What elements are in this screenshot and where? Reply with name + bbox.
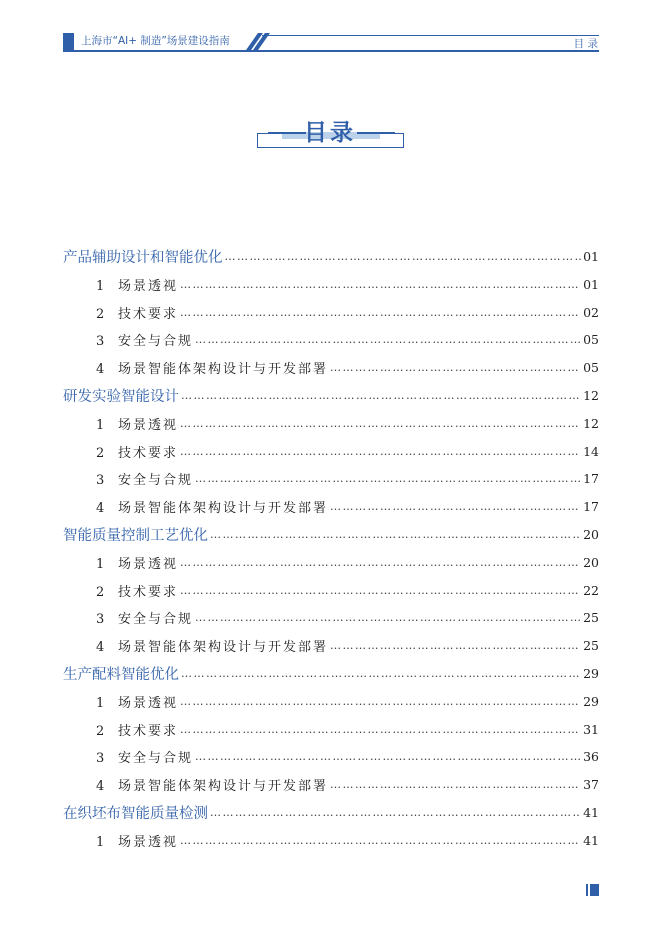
toc-entry-text: 场景智能体架构设计与开发部署 <box>118 639 329 655</box>
toc-subsection-entry[interactable] <box>63 746 599 766</box>
toc-dot-leader <box>181 385 581 405</box>
toc-entry-text: 技术要求 <box>118 306 179 322</box>
toc-subsection-entry[interactable] <box>63 329 599 349</box>
toc-page-number: 22 <box>583 582 599 598</box>
toc-subsection-entry[interactable] <box>63 635 599 655</box>
toc-entry-text: 产品辅助设计和智能优化 <box>63 249 223 266</box>
toc-entry-label <box>63 775 328 794</box>
toc-dot-leader <box>225 246 582 266</box>
toc-entry-label <box>63 524 208 545</box>
toc-entry-text: 技术要求 <box>118 723 179 739</box>
title-rule-left <box>268 132 306 134</box>
footer-block <box>590 884 599 896</box>
title-rule-right <box>357 132 395 134</box>
footer-page-number <box>586 884 588 896</box>
toc-entry-number: 4 <box>96 361 107 377</box>
toc-subsection-entry[interactable] <box>63 274 599 294</box>
toc-entry-text: 安全与合规 <box>118 750 194 766</box>
toc-entry-number: 1 <box>96 834 107 850</box>
toc-entry-label <box>63 414 178 433</box>
toc-dot-leader <box>180 302 581 322</box>
toc-entry-number: 1 <box>96 556 107 572</box>
toc-entry-text: 智能质量控制工艺优化 <box>63 527 208 544</box>
toc-entry-label <box>63 663 179 684</box>
toc-dot-leader <box>180 274 581 294</box>
toc-entry-number: 1 <box>96 695 107 711</box>
toc-entry-text: 生产配料智能优化 <box>63 666 179 683</box>
header-block <box>63 33 74 50</box>
toc-entry-text: 技术要求 <box>118 445 179 461</box>
toc-entry-label <box>63 330 193 349</box>
toc-dot-leader <box>330 357 581 377</box>
toc-subsection-entry[interactable] <box>63 496 599 516</box>
toc-entry-number: 4 <box>96 778 107 794</box>
toc-dot-leader <box>330 635 581 655</box>
toc-section-entry[interactable] <box>63 802 599 822</box>
toc-dot-leader <box>330 496 581 516</box>
toc-dot-leader <box>195 329 581 349</box>
toc-subsection-entry[interactable] <box>63 719 599 739</box>
toc-page-number: 31 <box>583 721 599 737</box>
toc-subsection-entry[interactable] <box>63 441 599 461</box>
toc-page-number: 01 <box>583 248 599 264</box>
toc-entry-number: 3 <box>96 472 107 488</box>
toc-entry-label <box>63 385 179 406</box>
toc-entry-number: 2 <box>96 584 107 600</box>
toc-subsection-entry[interactable] <box>63 468 599 488</box>
toc-entry-number: 4 <box>96 500 107 516</box>
toc-entry-label <box>63 608 193 627</box>
toc-page-number: 12 <box>583 415 599 431</box>
header-title: 上海市“AI+ 制造”场景建设指南 <box>81 35 230 47</box>
toc-entry-text: 场景透视 <box>118 278 179 294</box>
toc-entry-text: 研发实验智能设计 <box>63 388 179 405</box>
toc-entry-number: 2 <box>96 445 107 461</box>
toc-subsection-entry[interactable] <box>63 357 599 377</box>
header-top-rule <box>262 35 599 36</box>
toc-entry-text: 安全与合规 <box>118 611 194 627</box>
toc-page-number: 17 <box>583 470 599 486</box>
toc-section-entry[interactable] <box>63 385 599 405</box>
toc-entry-number: 3 <box>96 750 107 766</box>
toc-subsection-entry[interactable] <box>63 580 599 600</box>
toc-dot-leader <box>195 746 581 766</box>
toc-entry-text: 场景透视 <box>118 556 179 572</box>
toc-entry-label <box>63 469 193 488</box>
toc-subsection-entry[interactable] <box>63 302 599 322</box>
toc-entry-text: 场景智能体架构设计与开发部署 <box>118 778 329 794</box>
toc-dot-leader <box>195 607 581 627</box>
toc-page-number: 29 <box>583 693 599 709</box>
toc-page-number: 05 <box>583 331 599 347</box>
toc-entry-label <box>63 497 328 516</box>
toc-entry-text: 场景透视 <box>118 417 179 433</box>
toc-entry-label <box>63 831 178 850</box>
toc-entry-label <box>63 246 223 267</box>
toc-section-entry[interactable] <box>63 663 599 683</box>
toc-entry-number: 1 <box>96 278 107 294</box>
toc-dot-leader <box>180 413 581 433</box>
toc-page-number: 14 <box>583 443 599 459</box>
toc-dot-leader <box>195 468 581 488</box>
header-rule <box>63 50 599 52</box>
toc-dot-leader <box>210 802 581 822</box>
toc-page-number: 29 <box>583 665 599 681</box>
toc-entry-label <box>63 358 328 377</box>
toc-section-entry[interactable] <box>63 246 599 266</box>
toc-entry-label <box>63 802 208 823</box>
toc-dot-leader <box>180 719 581 739</box>
toc-dot-leader <box>180 691 581 711</box>
toc-page-number: 02 <box>583 304 599 320</box>
toc-page-number: 17 <box>583 498 599 514</box>
toc-subsection-entry[interactable] <box>63 830 599 850</box>
toc-subsection-entry[interactable] <box>63 774 599 794</box>
toc-page-number: 41 <box>583 832 599 848</box>
header-section-label: 目 录 <box>573 38 598 50</box>
toc-entry-label <box>63 692 178 711</box>
toc-entry-text: 场景智能体架构设计与开发部署 <box>118 500 329 516</box>
toc-entry-number: 3 <box>96 333 107 349</box>
toc-entry-label <box>63 553 178 572</box>
toc-dot-leader <box>330 774 581 794</box>
toc-entry-text: 安全与合规 <box>118 472 194 488</box>
toc-subsection-entry[interactable] <box>63 413 599 433</box>
toc-entry-label <box>63 275 178 294</box>
toc-entry-label <box>63 442 178 461</box>
toc-dot-leader <box>181 663 581 683</box>
toc-entry-label <box>63 747 193 766</box>
toc-entry-number: 4 <box>96 639 107 655</box>
toc-subsection-entry[interactable] <box>63 691 599 711</box>
toc-entry-text: 场景智能体架构设计与开发部署 <box>118 361 329 377</box>
toc-entry-text: 场景透视 <box>118 695 179 711</box>
toc-entry-label <box>63 636 328 655</box>
toc-entry-text: 在织坯布智能质量检测 <box>63 805 208 822</box>
toc-entry-label <box>63 303 178 322</box>
toc-entry-label <box>63 581 178 600</box>
toc-page-number: 25 <box>583 609 599 625</box>
toc-entry-text: 场景透视 <box>118 834 179 850</box>
page-title: 目录 <box>304 120 356 146</box>
toc-page-number: 20 <box>583 526 599 542</box>
toc-entry-number: 3 <box>96 611 107 627</box>
toc-page-number: 36 <box>583 748 599 764</box>
toc-page-number: 20 <box>583 554 599 570</box>
toc-entry-text: 技术要求 <box>118 584 179 600</box>
toc-entry-number: 2 <box>96 723 107 739</box>
toc-page-number: 01 <box>583 276 599 292</box>
toc-dot-leader <box>210 524 581 544</box>
toc-page-number: 25 <box>583 637 599 653</box>
toc-page-number: 12 <box>583 387 599 403</box>
toc-page-number: 37 <box>583 776 599 792</box>
toc-entry-number: 2 <box>96 306 107 322</box>
toc-dot-leader <box>180 441 581 461</box>
toc-page-number: 41 <box>583 804 599 820</box>
toc-subsection-entry[interactable] <box>63 552 599 572</box>
toc-subsection-entry[interactable] <box>63 607 599 627</box>
toc-section-entry[interactable] <box>63 524 599 544</box>
toc-entry-label <box>63 720 178 739</box>
toc-entry-number: 1 <box>96 417 107 433</box>
toc-dot-leader <box>180 830 581 850</box>
toc-dot-leader <box>180 580 581 600</box>
toc-page-number: 05 <box>583 359 599 375</box>
toc-entry-text: 安全与合规 <box>118 333 194 349</box>
toc-dot-leader <box>180 552 581 572</box>
